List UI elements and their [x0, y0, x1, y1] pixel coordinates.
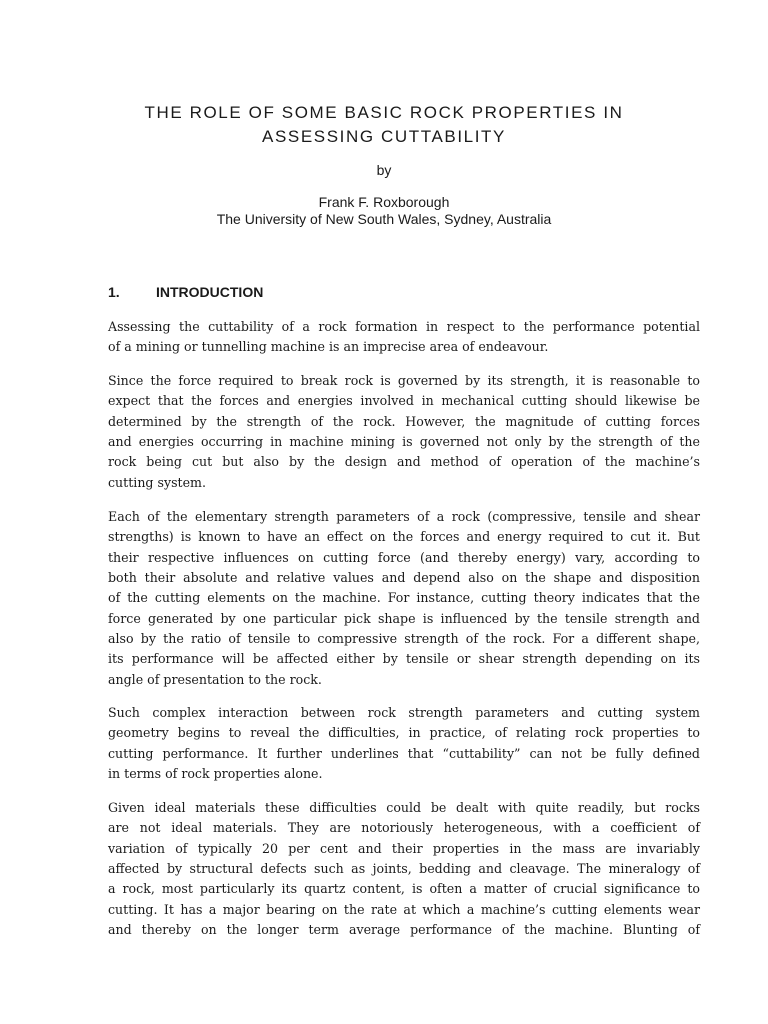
text-line: of the cutting elements on the machine. For instance, cutting theory indicates that the [108, 590, 700, 606]
section-number: 1. [108, 284, 120, 300]
text-line: angle of presentation to the rock. [108, 671, 322, 687]
text-line: cutting performance. It further underlines that “cuttability” can not be fully defined [108, 745, 700, 761]
text-line: cutting system. [108, 474, 206, 490]
text-line: determined by the strength of the rock. However, the magnitude of cutting forces [108, 413, 700, 429]
text-line: strengths) is known to have an effect on the forces and energy required to cut it. But [108, 529, 700, 545]
text-line: their respective influences on cutting force (and thereby energy) vary, according to [108, 549, 700, 565]
text-line: Each of the elementary strength parameters of a rock (compressive, tensile and shear [108, 509, 700, 524]
by-line: by [376, 162, 392, 178]
text-line: force generated by one particular pick shape is influenced by the tensile strength and [108, 610, 700, 626]
text-line: Assessing the cuttability of a rock formation in respect to the performance potential [108, 319, 700, 334]
text-line: expect that the forces and energies involved in mechanical cutting should likewise be [108, 393, 700, 409]
text-line: both their absolute and relative values and depend also on the shape and disposition [108, 570, 700, 586]
author-affiliation: The University of New South Wales, Sydney, Australia [216, 211, 552, 227]
text-line: of a mining or tunnelling machine is an imprecise area of endeavour. [108, 339, 549, 355]
paragraph [108, 317, 700, 358]
author-name: Frank F. Roxborough [318, 194, 450, 210]
text-line: Given ideal materials these difficulties could be dealt with quite readily, but rocks [108, 800, 700, 815]
text-line: a rock, most particularly its quartz content, is often a matter of crucial significance to [108, 881, 700, 897]
paragraph [108, 703, 700, 784]
text-line: geometry begins to reveal the difficulties, in practice, of relating rock properties to [108, 725, 700, 741]
text-line: affected by structural defects such as joints, bedding and cleavage. The mineralogy of [108, 861, 700, 877]
text-line: Since the force required to break rock is governed by its strength, it is reasonable to [108, 373, 700, 388]
paragraph [108, 507, 700, 690]
paragraph [108, 798, 700, 940]
text-line: cutting. It has a major bearing on the rate at which a machine’s cutting elements wear [108, 901, 700, 917]
title-line: ASSESSING CUTTABILITY [262, 127, 506, 146]
text-line: are not ideal materials. They are notoriously heterogeneous, with a coefficient of [108, 820, 700, 836]
section-title: INTRODUCTION [156, 284, 264, 300]
text-line: its performance will be affected either by tensile or shear strength depending on its [108, 651, 700, 667]
text-line: and thereby on the longer term average performance of the machine. Blunting of [108, 922, 700, 938]
text-line: and energies occurring in machine mining is governed not only by the strength of the [108, 434, 700, 450]
text-line: Such complex interaction between rock strength parameters and cutting system [108, 705, 700, 720]
text-line: rock being cut but also by the design and method of operation of the machine’s [108, 454, 700, 470]
text-line: in terms of rock properties alone. [108, 766, 323, 782]
title-line: THE ROLE OF SOME BASIC ROCK PROPERTIES IN [144, 103, 624, 122]
document-title [0, 101, 768, 149]
text-line: also by the ratio of tensile to compressive strength of the rock. For a different shape, [108, 631, 700, 647]
text-line: variation of typically 20 per cent and their properties in the mass are invariably [108, 840, 700, 856]
paragraph [108, 371, 700, 493]
section-heading [108, 284, 263, 300]
